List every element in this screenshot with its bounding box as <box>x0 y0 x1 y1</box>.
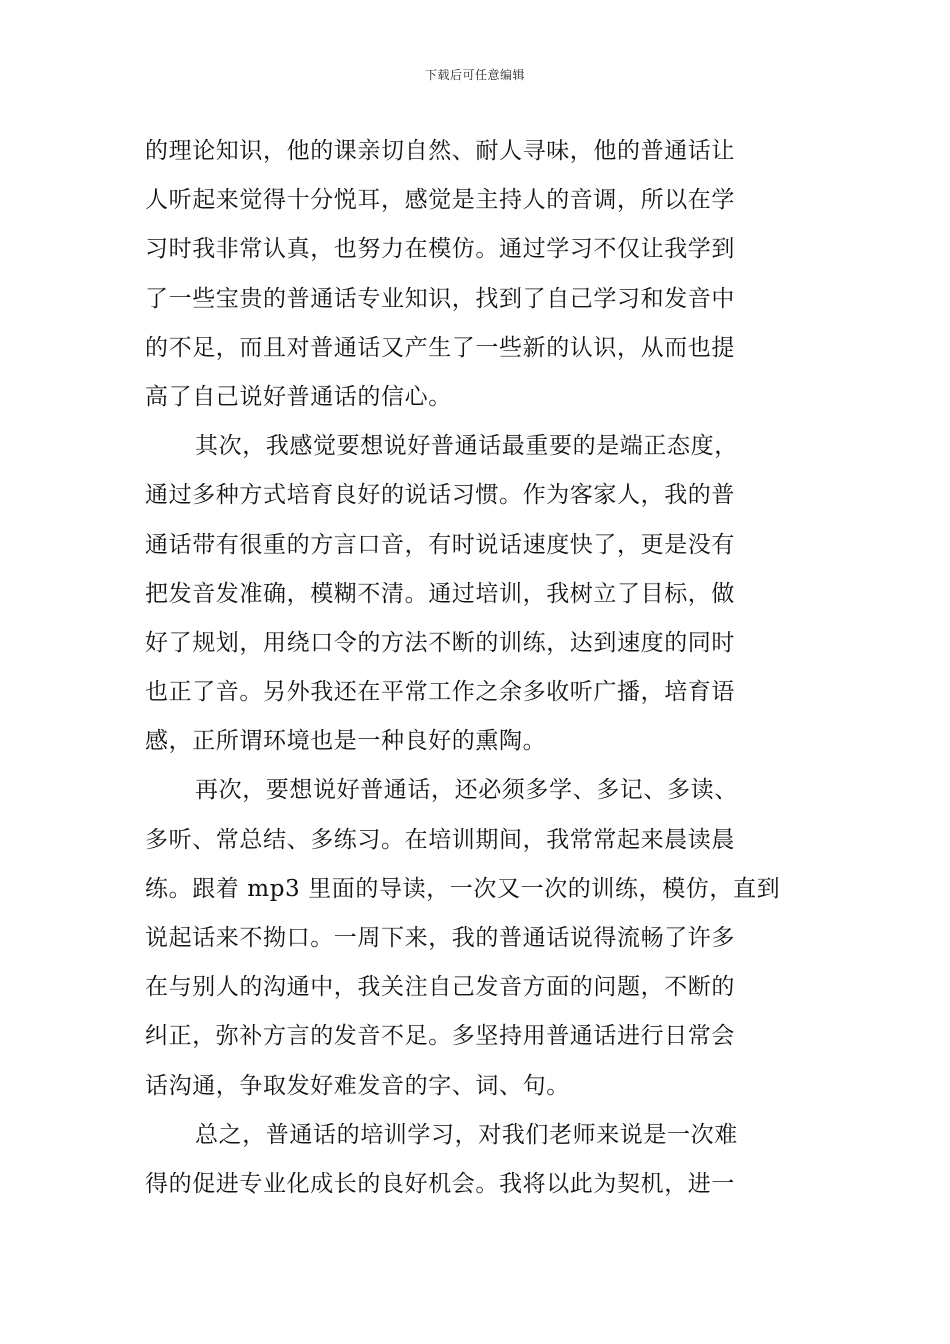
text-line: 好了规划，用绕口令的方法不断的训练，达到速度的同时 <box>145 629 735 656</box>
text-line: 在与别人的沟通中，我关注自己发音方面的问题，不断的 <box>145 974 735 1001</box>
text-line: 通过多种方式培育良好的说话习惯。作为客家人，我的普 <box>145 482 735 509</box>
text-line: 总之，普通话的培训学习，对我们老师来说是一次难 <box>195 1121 738 1148</box>
text-line: 话沟通，争取发好难发音的字、词、句。 <box>145 1072 570 1099</box>
text-line: 感，正所谓环境也是一种良好的熏陶。 <box>145 728 547 755</box>
text-line: 人听起来觉得十分悦耳，感觉是主持人的音调，所以在学 <box>145 187 735 214</box>
paragraph-1 <box>145 127 815 422</box>
text-line: 说起话来不拗口。一周下来，我的普通话说得流畅了许多 <box>145 925 735 951</box>
text-line: 也正了音。另外我还在平常工作之余多收听广播，培育语 <box>145 679 735 706</box>
text-line: 习时我非常认真，也努力在模仿。通过学习不仅让我学到 <box>145 236 735 263</box>
text-line: 的理论知识，他的课亲切自然、耐人寻味，他的普通话让 <box>145 138 735 164</box>
text-line: 高了自己说好普通话的信心。 <box>145 383 452 410</box>
paragraph-4 <box>145 1111 815 1209</box>
paragraph-3 <box>145 766 815 1110</box>
text-line: 多听、常总结、多练习。在培训期间，我常常起来晨读晨 <box>145 826 735 853</box>
text-line: 纠正，弥补方言的发音不足。多坚持用普通话进行日常会 <box>145 1023 735 1050</box>
page-header: 下载后可任意编辑 <box>424 68 525 82</box>
text-line: 得的促进专业化成长的良好机会。我将以此为契机，进一 <box>145 1170 735 1197</box>
text-line: 其次，我感觉要想说好普通话最重要的是端正态度， <box>195 433 738 460</box>
text-line: 练。跟着 mp3 里面的导读，一次又一次的训练，模仿，直到 <box>145 875 781 902</box>
text-line: 把发音发准确，模糊不清。通过培训，我树立了目标，做 <box>145 580 735 607</box>
text-line: 了一些宝贵的普通话专业知识，找到了自己学习和发音中 <box>145 285 735 312</box>
text-line: 的不足，而且对普通话又产生了一些新的认识，从而也提 <box>145 334 735 361</box>
document-body <box>145 127 815 1209</box>
paragraph-2 <box>145 422 815 766</box>
text-line: 再次，要想说好普通话，还必须多学、多记、多读、 <box>195 777 738 804</box>
text-line: 通话带有很重的方言口音，有时说话速度快了，更是没有 <box>145 531 735 558</box>
